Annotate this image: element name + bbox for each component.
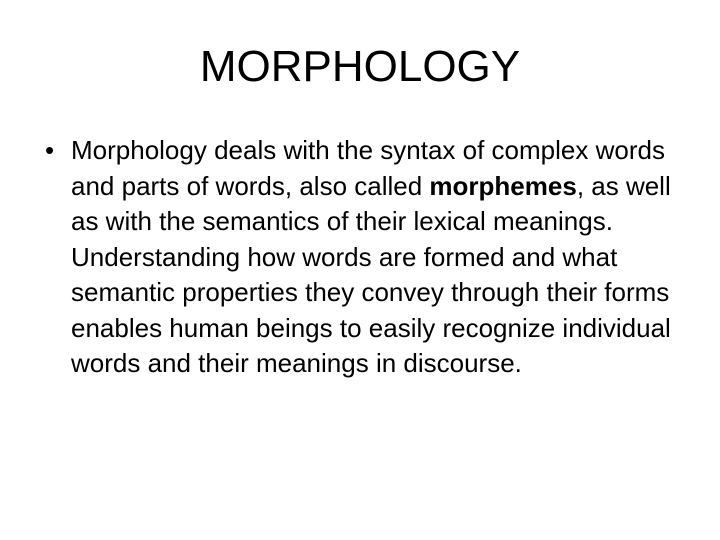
bullet-text-part: Morphology deals with the syntax of complex words and parts of words, also called bbox=[71, 135, 665, 201]
bullet-marker: • bbox=[45, 135, 55, 165]
slide-title: MORPHOLOGY bbox=[199, 42, 521, 91]
bullet-text-part: , as well as with the semantics of their lexical meanings. Understanding how words are formed and what semantic properties they convey through their forms enables human beings to easily recognize individual words and their meanings in discourse. bbox=[71, 170, 671, 378]
bullet-text bbox=[71, 135, 671, 378]
bold-term: morphemes bbox=[429, 170, 577, 201]
bullet-list bbox=[45, 133, 685, 382]
bullet-item bbox=[45, 133, 685, 382]
